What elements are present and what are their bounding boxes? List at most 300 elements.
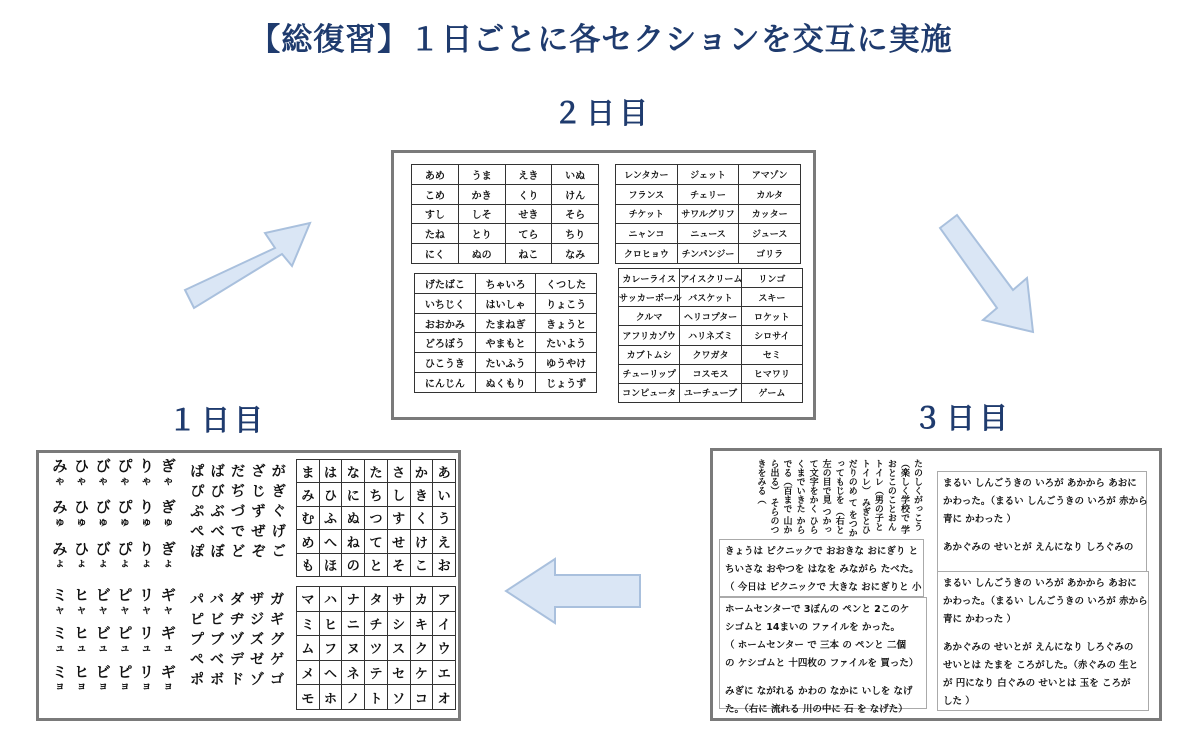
hiragana-gojuon-row <box>297 530 456 553</box>
hiragana-youon-char: ぎ <box>160 539 176 558</box>
katakana-youon-small-char: ャ <box>54 602 66 616</box>
hiragana-youon-char: み <box>52 539 68 558</box>
home-card-line: た。（右に 流れる 川の中に 石 を なげた） <box>725 704 908 716</box>
arrow-down-right-icon <box>935 210 1045 340</box>
hiragana-youon-small-char: ょ <box>119 556 131 570</box>
katakana-gojuon-cell: サ <box>387 587 410 612</box>
katakana-word-cell: チンパンジー <box>677 244 739 264</box>
katakana-youon-small-char: ョ <box>54 679 66 693</box>
hiragana-gojuon-cell: も <box>297 553 320 576</box>
signal-back-card-line: あかぐみの せいとが えんになり しろぐみの <box>943 542 1134 554</box>
hiragana-long-word-cell: たまねぎ <box>475 313 536 333</box>
katakana-youon-pair <box>74 626 89 653</box>
hiragana-gojuon-cell: こ <box>410 553 433 576</box>
hiragana-word-cell: すし <box>412 204 459 224</box>
hiragana-gojuon-cell: め <box>297 530 320 553</box>
hiragana-youon-small-char: ゃ <box>141 473 153 487</box>
day2-hiragana-long-words <box>414 273 597 393</box>
page-title: 【総復習】１日ごとに各セクションを交互に実施 <box>249 22 953 58</box>
day2-katakana-words <box>615 164 801 264</box>
katakana-gojuon-cell: タ <box>365 587 388 612</box>
arrow-up-right-icon <box>180 208 320 313</box>
katakana-dakuon-char: ゼ <box>250 652 264 668</box>
day2-hiragana-words <box>411 164 599 264</box>
katakana-dakuon-char: ボ <box>210 672 224 688</box>
hiragana-gojuon-cell: た <box>365 460 388 483</box>
home-card-line: みぎに ながれる かわの なかに いしを なげ <box>725 686 913 698</box>
hiragana-dakuon-char: じ <box>251 484 266 500</box>
signal-front-card-line: かわった。（まるい しんごうきの いろが 赤から <box>943 596 1148 608</box>
hiragana-word-row <box>412 204 599 224</box>
picnic-card-line: （ 今日は ピクニックで 大きな おにぎりと 小 <box>725 582 922 594</box>
day1-katakana-gojuon <box>296 586 456 710</box>
katakana-gojuon-cell: ヒ <box>319 611 342 636</box>
hiragana-youon-char: み <box>52 457 68 475</box>
hiragana-gojuon-cell: て <box>365 530 388 553</box>
katakana-youon-pair <box>139 588 154 615</box>
hiragana-word-cell: たね <box>412 224 459 244</box>
katakana-youon-small-char: ャ <box>97 602 109 616</box>
katakana-youon-small-char: ュ <box>119 641 131 655</box>
katakana-youon-char: リ <box>139 662 155 681</box>
hiragana-long-word-row <box>415 313 597 333</box>
hiragana-youon-char: み <box>52 498 68 517</box>
katakana-dakuon-char: バ <box>210 592 224 608</box>
day3-card-signal-back <box>937 471 1147 583</box>
day3-vertical-text: たのしくがっこう（楽しく学校で 学 おとこのことおん トイレ（男の子と トイレ） みぎとひだりのめ て をつかってもじを （右と左の目で見 つかって文字をかく ひらくまでいきた からでる（百まで 山から出る） そらのつきをみる（ <box>755 459 922 538</box>
katakana-youon-small-char: ョ <box>97 679 109 693</box>
day1-label: １日目 <box>168 403 268 437</box>
hiragana-long-word-cell: いちじく <box>415 293 476 313</box>
katakana-gojuon-row <box>297 611 456 636</box>
hiragana-gojuon-row <box>297 460 456 483</box>
hiragana-word-row <box>412 165 599 185</box>
hiragana-dakuon-char: べ <box>210 524 225 540</box>
katakana-youon-small-char: ュ <box>76 641 87 655</box>
hiragana-gojuon-row <box>297 506 456 529</box>
katakana-youon-pair <box>96 588 111 615</box>
hiragana-youon-pair <box>139 500 154 527</box>
hiragana-youon-column <box>49 459 71 569</box>
hiragana-gojuon-cell: う <box>433 506 456 529</box>
katakana-gojuon-cell: ケ <box>410 660 433 685</box>
katakana-dakuon-char: グ <box>270 632 284 648</box>
katakana-youon-pair <box>74 662 90 693</box>
hiragana-dakuon-char: ご <box>271 544 286 560</box>
hiragana-gojuon-cell: す <box>387 506 410 529</box>
katakana-youon-pair <box>52 588 67 615</box>
picnic-card-line: きょうは ピクニックで おおきな おにぎり と <box>725 546 919 557</box>
katakana-word-cell: アマゾン <box>739 165 801 185</box>
day3-card-picnic <box>719 539 924 597</box>
hiragana-gojuon-cell: と <box>365 553 388 576</box>
hiragana-youon-char: び <box>95 498 111 517</box>
katakana-youon-small-char: ャ <box>119 602 131 616</box>
signal-front-card-line: した ） <box>943 696 975 708</box>
katakana-gojuon-cell: ウ <box>433 636 456 661</box>
katakana-gojuon-cell: ホ <box>319 685 342 710</box>
hiragana-youon-pair <box>161 459 176 486</box>
hiragana-youon-char: び <box>95 539 111 558</box>
hiragana-gojuon-cell: む <box>297 506 320 529</box>
katakana-gojuon-row <box>297 685 456 710</box>
day3-worksheet <box>710 448 1162 721</box>
katakana-long-word-row <box>619 345 803 364</box>
katakana-youon-char: ヒ <box>74 662 90 681</box>
katakana-youon-char: ビ <box>95 624 111 643</box>
katakana-youon-char: リ <box>139 586 155 604</box>
hiragana-youon-small-char: ょ <box>97 556 109 570</box>
hiragana-word-cell: せき <box>505 204 552 224</box>
katakana-gojuon-cell: フ <box>319 636 342 661</box>
katakana-youon-small-char: ュ <box>54 641 66 655</box>
arrow-left-icon <box>500 555 645 627</box>
katakana-youon-column <box>92 588 114 692</box>
katakana-youon-column <box>157 588 179 692</box>
hiragana-dakuon-char: ど <box>230 544 245 560</box>
katakana-word-cell: カルタ <box>739 184 801 204</box>
katakana-youon-column <box>136 588 158 692</box>
katakana-gojuon-cell: ニ <box>342 611 365 636</box>
hiragana-dakuon-char: ず <box>251 504 266 520</box>
hiragana-long-word-cell: ゆうやけ <box>536 353 597 373</box>
hiragana-dakuon-char: ぺ <box>190 524 205 540</box>
katakana-long-word-cell: ゲーム <box>741 383 802 402</box>
home-card-line: （ ホームセンター で 三本 の ペンと 二個 <box>725 640 906 652</box>
katakana-youon-small-char: ョ <box>162 679 174 693</box>
hiragana-youon-small-char: ょ <box>76 556 87 570</box>
katakana-youon-pair <box>139 662 155 693</box>
day3-card-signal-front <box>937 571 1149 711</box>
katakana-youon-char: ギ <box>160 624 176 643</box>
hiragana-gojuon-cell: か <box>410 460 433 483</box>
katakana-long-word-cell: コスモス <box>680 364 741 383</box>
katakana-youon-char: ヒ <box>74 586 90 604</box>
hiragana-word-cell: くり <box>505 184 552 204</box>
hiragana-long-word-cell: たいよう <box>536 333 597 353</box>
katakana-youon-column <box>71 588 93 692</box>
hiragana-youon-small-char: ょ <box>54 556 66 570</box>
katakana-youon-pair <box>117 662 133 693</box>
katakana-youon-small-char: ャ <box>76 602 87 616</box>
katakana-gojuon-cell: ヌ <box>342 636 365 661</box>
hiragana-youon-small-char: ょ <box>141 556 153 570</box>
hiragana-youon-pair <box>74 459 89 486</box>
hiragana-youon-small-char: ゃ <box>162 473 174 487</box>
katakana-gojuon-row <box>297 636 456 661</box>
hiragana-gojuon-cell: く <box>410 506 433 529</box>
katakana-long-word-cell: ロケット <box>741 307 802 326</box>
hiragana-youon-small-char: ょ <box>162 556 174 570</box>
katakana-gojuon-cell: ミ <box>297 611 320 636</box>
hiragana-dakuon-char: ぜ <box>251 524 266 540</box>
hiragana-word-row <box>412 184 599 204</box>
hiragana-youon-column <box>136 459 158 569</box>
day3-card-home-center <box>719 597 927 716</box>
katakana-gojuon-cell: キ <box>410 611 433 636</box>
katakana-long-word-cell: シロサイ <box>741 326 802 345</box>
hiragana-long-word-cell: りょこう <box>536 293 597 313</box>
katakana-youon-char: ミ <box>52 624 68 643</box>
hiragana-gojuon-cell: さ <box>387 460 410 483</box>
hiragana-long-word-cell: おおかみ <box>415 313 476 333</box>
katakana-youon-char: ミ <box>52 662 68 681</box>
hiragana-gojuon-cell: ぬ <box>342 506 365 529</box>
hiragana-gojuon-cell: は <box>319 460 342 483</box>
day1-katakana-youon <box>49 588 179 692</box>
katakana-long-word-row <box>619 326 803 345</box>
hiragana-word-cell: しそ <box>458 204 505 224</box>
hiragana-dakuon-char: ぽ <box>190 544 205 560</box>
hiragana-youon-small-char: ゅ <box>54 515 66 529</box>
katakana-dakuon-char: ゴ <box>270 672 284 688</box>
hiragana-gojuon-cell: き <box>410 483 433 506</box>
katakana-long-word-cell: クルマ <box>619 307 680 326</box>
katakana-word-cell: フランス <box>616 184 678 204</box>
hiragana-gojuon-cell: ね <box>342 530 365 553</box>
hiragana-youon-char: ひ <box>74 498 90 517</box>
signal-front-card-line: あかぐみの せいとが えんになり しろぐみの <box>943 642 1134 654</box>
hiragana-dakuon-char: ぐ <box>271 504 286 520</box>
hiragana-word-cell: えき <box>505 165 552 185</box>
hiragana-youon-char: ぴ <box>117 457 133 475</box>
home-card-line: ホームセンターで 3ぼんの ペンと 2このケ <box>725 604 910 615</box>
hiragana-word-cell: けん <box>552 184 599 204</box>
katakana-gojuon-cell: メ <box>297 660 320 685</box>
hiragana-youon-pair <box>52 459 67 486</box>
katakana-word-cell: ニュース <box>677 224 739 244</box>
hiragana-youon-pair <box>95 539 111 570</box>
katakana-dakuon-char: ピ <box>190 612 204 628</box>
katakana-long-word-cell: クワガタ <box>680 345 741 364</box>
katakana-long-word-cell: ヘリコプター <box>680 307 741 326</box>
hiragana-youon-small-char: ゅ <box>119 515 131 529</box>
katakana-long-word-cell: ハリネズミ <box>680 326 741 345</box>
hiragana-gojuon-cell: ち <box>365 483 388 506</box>
hiragana-gojuon-cell: つ <box>365 506 388 529</box>
katakana-dakuon-char: ベ <box>210 652 224 668</box>
katakana-youon-small-char: ャ <box>141 602 153 616</box>
katakana-dakuon-char: ビ <box>210 612 224 628</box>
katakana-dakuon-char: ゲ <box>270 652 284 668</box>
hiragana-long-word-cell: ちゃいろ <box>475 274 536 294</box>
katakana-youon-pair <box>161 626 176 653</box>
hiragana-youon-pair <box>117 459 132 486</box>
hiragana-youon-column <box>114 459 136 569</box>
katakana-gojuon-row <box>297 587 456 612</box>
signal-front-card-line: が 円になり 白ぐみの せいとは 玉を ころが <box>943 678 1131 690</box>
hiragana-long-word-cell: きょうと <box>536 313 597 333</box>
katakana-gojuon-cell: ツ <box>365 636 388 661</box>
hiragana-gojuon-cell: ま <box>297 460 320 483</box>
hiragana-gojuon-cell: せ <box>387 530 410 553</box>
hiragana-word-cell: とり <box>458 224 505 244</box>
katakana-gojuon-cell: エ <box>433 660 456 685</box>
hiragana-dakuon-char: だ <box>230 464 245 480</box>
katakana-youon-char: ピ <box>117 662 133 681</box>
hiragana-dakuon-char: ぎ <box>271 484 286 500</box>
katakana-long-word-cell: カブトムシ <box>619 345 680 364</box>
hiragana-youon-char: ぴ <box>117 498 133 517</box>
katakana-youon-column <box>114 588 136 692</box>
katakana-youon-pair <box>52 662 68 693</box>
katakana-dakuon-char: ダ <box>230 592 244 608</box>
hiragana-word-cell: こめ <box>412 184 459 204</box>
katakana-gojuon-cell: シ <box>387 611 410 636</box>
hiragana-gojuon-cell: い <box>433 483 456 506</box>
katakana-gojuon-cell: コ <box>410 685 433 710</box>
hiragana-word-cell: そら <box>552 204 599 224</box>
day3-label: ３日目 <box>913 401 1013 435</box>
hiragana-youon-pair <box>52 500 67 527</box>
hiragana-long-word-cell: はいしゃ <box>475 293 536 313</box>
katakana-gojuon-cell: ナ <box>342 587 365 612</box>
signal-front-card-line: せいとは たまを ころがした。（赤ぐみの 生と <box>943 660 1139 672</box>
katakana-word-cell: カッター <box>739 204 801 224</box>
katakana-gojuon-cell: オ <box>433 685 456 710</box>
katakana-long-word-cell: セミ <box>741 345 802 364</box>
hiragana-gojuon-row <box>297 553 456 576</box>
hiragana-youon-char: ひ <box>74 539 90 558</box>
katakana-long-word-row <box>619 307 803 326</box>
day1-hiragana-gojuon <box>296 459 456 577</box>
hiragana-dakuon-char: が <box>271 464 286 480</box>
katakana-gojuon-cell: ク <box>410 636 433 661</box>
hiragana-dakuon-char: ぴ <box>190 484 205 500</box>
katakana-word-cell: ゴリラ <box>739 244 801 264</box>
katakana-youon-char: ミ <box>52 586 68 604</box>
katakana-gojuon-cell: ヘ <box>319 660 342 685</box>
hiragana-dakuon-char: げ <box>271 524 286 540</box>
hiragana-dakuon-char: ば <box>210 464 225 480</box>
hiragana-dakuon-char: ぢ <box>230 484 245 500</box>
hiragana-youon-char: り <box>139 539 155 558</box>
day2-katakana-long-words <box>618 268 803 403</box>
hiragana-youon-char: び <box>95 457 111 475</box>
hiragana-word-cell: なみ <box>552 244 599 264</box>
hiragana-youon-pair <box>139 459 154 486</box>
katakana-long-word-cell: バスケット <box>680 288 741 307</box>
katakana-word-cell: チェリー <box>677 184 739 204</box>
katakana-gojuon-cell: ム <box>297 636 320 661</box>
hiragana-youon-small-char: ゃ <box>119 473 131 487</box>
hiragana-youon-column <box>157 459 179 569</box>
hiragana-word-cell: にく <box>412 244 459 264</box>
hiragana-gojuon-cell: え <box>433 530 456 553</box>
signal-front-card-line: まるい しんごうきの いろが あかから あおに <box>943 578 1137 589</box>
hiragana-long-word-cell: にんじん <box>415 373 476 393</box>
katakana-gojuon-cell: ト <box>365 685 388 710</box>
hiragana-long-word-row <box>415 353 597 373</box>
katakana-gojuon-cell: イ <box>433 611 456 636</box>
katakana-gojuon-cell: モ <box>297 685 320 710</box>
katakana-long-word-cell: リンゴ <box>741 269 802 288</box>
katakana-dakuon-char: ザ <box>250 592 264 608</box>
hiragana-gojuon-cell: ふ <box>319 506 342 529</box>
hiragana-gojuon-cell: な <box>342 460 365 483</box>
hiragana-youon-pair <box>160 539 176 570</box>
signal-back-card-line: かわった。（まるい しんごうきの いろが 赤から <box>943 496 1148 508</box>
katakana-youon-char: ピ <box>117 586 133 604</box>
day1-hiragana-youon <box>49 459 179 569</box>
katakana-youon-small-char: ュ <box>162 641 174 655</box>
signal-back-card-line: 青に かわった ） <box>943 514 1017 526</box>
katakana-gojuon-cell: ネ <box>342 660 365 685</box>
day2-label: ２日目 <box>553 96 653 130</box>
picnic-card-line: ちいさな おやつを はなを みながら たべた。 <box>725 564 919 576</box>
katakana-youon-char: ビ <box>95 662 111 681</box>
katakana-dakuon-char: ペ <box>190 652 204 668</box>
hiragana-long-word-cell: やまもと <box>475 333 536 353</box>
katakana-word-cell: ジュース <box>739 224 801 244</box>
katakana-word-cell: サワルグリフ <box>677 204 739 224</box>
home-card-line: シゴムと 14まいの ファイルを かった。 <box>725 622 900 634</box>
katakana-long-word-row <box>619 288 803 307</box>
hiragana-youon-pair <box>74 539 90 570</box>
hiragana-dakuon-char: ぞ <box>251 544 266 560</box>
katakana-youon-pair <box>52 626 67 653</box>
hiragana-gojuon-cell: み <box>297 483 320 506</box>
katakana-dakuon-char: ギ <box>270 612 284 628</box>
katakana-youon-pair <box>117 626 132 653</box>
katakana-gojuon-cell: ノ <box>342 685 365 710</box>
katakana-gojuon-cell: チ <box>365 611 388 636</box>
hiragana-word-cell: かき <box>458 184 505 204</box>
hiragana-word-cell: いぬ <box>552 165 599 185</box>
hiragana-youon-char: ぎ <box>160 457 176 475</box>
katakana-dakuon-char: ポ <box>190 672 204 688</box>
katakana-dakuon-char: ゾ <box>250 672 264 688</box>
katakana-dakuon-char: ジ <box>250 612 264 628</box>
katakana-youon-pair <box>139 626 154 653</box>
hiragana-gojuon-cell: そ <box>387 553 410 576</box>
hiragana-word-cell: ちり <box>552 224 599 244</box>
katakana-word-row <box>616 165 801 185</box>
katakana-youon-pair <box>95 662 111 693</box>
hiragana-word-cell: ぬの <box>458 244 505 264</box>
katakana-word-cell: レンタカー <box>616 165 678 185</box>
katakana-dakuon-char: パ <box>190 592 204 608</box>
katakana-gojuon-cell: ア <box>433 587 456 612</box>
day2-worksheet <box>391 150 816 420</box>
signal-front-card-line: 青に かわった ） <box>943 614 1017 626</box>
hiragana-word-cell: てら <box>505 224 552 244</box>
hiragana-youon-char: ぎ <box>160 498 176 517</box>
katakana-word-cell: チケット <box>616 204 678 224</box>
katakana-youon-small-char: ャ <box>162 602 174 616</box>
hiragana-word-cell: ねこ <box>505 244 552 264</box>
katakana-dakuon-char: ヂ <box>230 612 244 628</box>
katakana-gojuon-cell: ソ <box>387 685 410 710</box>
spacer <box>943 629 1143 639</box>
katakana-long-word-row <box>619 364 803 383</box>
katakana-word-cell: ニャンコ <box>616 224 678 244</box>
katakana-word-row <box>616 244 801 264</box>
hiragana-long-word-cell: じょうず <box>536 373 597 393</box>
spacer <box>725 673 921 683</box>
katakana-long-word-cell: コンピュータ <box>619 383 680 402</box>
day1-hiragana-dakuon <box>187 461 289 559</box>
katakana-youon-pair <box>160 662 176 693</box>
hiragana-long-word-cell: どろぼう <box>415 333 476 353</box>
hiragana-youon-char: り <box>139 457 155 475</box>
katakana-dakuon-char: ガ <box>270 592 284 608</box>
hiragana-word-row <box>412 224 599 244</box>
katakana-youon-pair <box>74 588 89 615</box>
hiragana-gojuon-cell: あ <box>433 460 456 483</box>
signal-back-card-line: まるい しんごうきの いろが あかから あおに <box>943 478 1137 489</box>
hiragana-youon-char: ぴ <box>117 539 133 558</box>
